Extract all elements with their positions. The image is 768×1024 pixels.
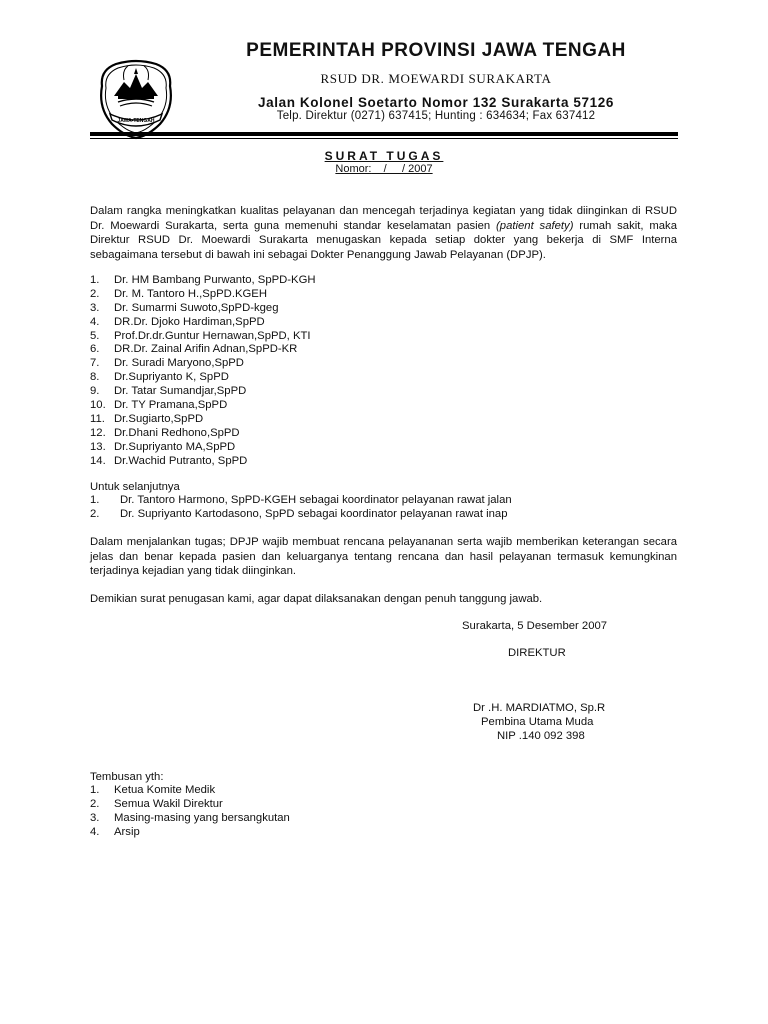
document-title: SURAT TUGAS — [324, 149, 444, 163]
document-number — [90, 163, 678, 175]
coordinator-list-item — [90, 508, 677, 522]
list-text: Masing-masing yang bersangkutan — [114, 811, 290, 824]
doctor-list-item — [90, 357, 677, 371]
list-number: 3. — [90, 811, 100, 824]
list-text: Dr.Supriyanto K, SpPD — [114, 371, 229, 384]
doctor-list — [90, 274, 677, 468]
logo-text: JAWA-TENGAH — [117, 118, 155, 124]
list-text: Dr. HM Bambang Purwanto, SpPD-KGH — [114, 274, 316, 286]
letterhead-address: Jalan Kolonel Soetarto Nomor 132 Surakarta 57126 — [258, 95, 614, 110]
doctor-list-item — [90, 385, 677, 399]
list-number: 10. — [90, 399, 106, 412]
letterhead-phone: Telp. Direktur (0271) 637415; Hunting : 634634; Fax 637412 — [276, 110, 596, 122]
list-number: 9. — [90, 385, 100, 398]
cc-heading: Tembusan yth: — [90, 771, 164, 783]
duty-paragraph: Dalam menjalankan tugas; DPJP wajib membuat rencana pelayananan serta wajib memberikan keterangan secara jelas dan benar kepada pasien dan keluarganya tentang rencana dan hasil pelayanan termasuk kemungkinan terjadinya kejadian yang tidak diinginkan. — [90, 536, 677, 577]
list-number: 8. — [90, 371, 100, 384]
list-number: 14. — [90, 454, 106, 467]
intro-italic: (patient safety) — [496, 219, 574, 232]
list-number: 7. — [90, 357, 100, 370]
list-number: 6. — [90, 343, 100, 356]
cc-list-item — [90, 826, 677, 840]
coordinator-list-item — [90, 494, 677, 508]
letterhead-rule-thin — [90, 138, 678, 139]
letterhead-rule-thick — [90, 132, 678, 136]
list-text: Dr.Dhani Redhono,SpPD — [114, 426, 240, 439]
nomor-label: Nomor: — [335, 163, 372, 175]
list-number: 13. — [90, 440, 106, 453]
cc-list-item — [90, 798, 677, 812]
list-number: 4. — [90, 315, 100, 328]
cc-list-item — [90, 812, 677, 826]
list-text: Ketua Komite Medik — [114, 784, 216, 796]
list-number: 1. — [90, 494, 100, 506]
signatory-nip: NIP .140 092 398 — [497, 730, 585, 742]
list-text: DR.Dr. Zainal Arifin Adnan,SpPD-KR — [114, 343, 298, 356]
doctor-list-item — [90, 427, 677, 441]
doctor-list-item — [90, 288, 677, 302]
list-number: 12. — [90, 426, 106, 439]
doctor-list-item — [90, 455, 677, 469]
list-text: Dr.Wachid Putranto, SpPD — [114, 454, 248, 467]
list-text: DR.Dr. Djoko Hardiman,SpPD — [114, 315, 265, 328]
signatory-position: DIREKTUR — [508, 647, 566, 659]
letterhead-hospital: RSUD DR. MOEWARDI SURAKARTA — [320, 71, 552, 86]
coordinators-heading: Untuk selanjutnya — [90, 481, 180, 493]
jawa-tengah-emblem-logo — [94, 56, 178, 140]
list-number: 2. — [90, 797, 100, 810]
list-text: Prof.Dr.dr.Guntur Hernawan,SpPD, KTI — [114, 329, 311, 342]
list-number: 1. — [90, 274, 100, 286]
intro-text-1: Dalam rangka meningkatkan kualitas pelayanan dan mencegah terjadinya kegiatan yang tidak diinginkan di RSUD Dr. Moewardi Surakarta, serta guna memenuhi standar keselamatan pasien — [90, 205, 677, 232]
intro-text-2: rumah sakit, maka Direktur RSUD Dr. Moewardi Surakarta menugaskan kepada setiap dokter yang bekerja di SMF Interna sebagaimana tersebut di bawah ini sebagai Dokter Penanggung Jawab Pelayanan (DPJP). — [90, 219, 677, 261]
list-text: Arsip — [114, 825, 140, 838]
list-number: 11. — [90, 412, 105, 425]
list-number: 5. — [90, 329, 100, 342]
cc-list-item — [90, 784, 677, 798]
signatory-name: Dr .H. MARDIATMO, Sp.R — [473, 702, 606, 714]
doctor-list-item — [90, 274, 677, 288]
list-text: Dr. Supriyanto Kartodasono, SpPD sebagai koordinator pelayanan rawat inap — [120, 507, 508, 520]
doctor-list-item — [90, 413, 677, 427]
nomor-value: / / 2007 — [371, 163, 433, 175]
doctor-list-item — [90, 302, 677, 316]
list-text: Dr. TY Pramana,SpPD — [114, 399, 228, 412]
list-number: 2. — [90, 507, 100, 520]
intro-paragraph — [90, 204, 677, 262]
closing-sentence: Demikian surat penugasan kami, agar dapat dilaksanakan dengan penuh tanggung jawab. — [90, 593, 543, 605]
list-text: Dr. Tantoro Harmono, SpPD-KGEH sebagai koordinator pelayanan rawat jalan — [120, 494, 512, 506]
list-number: 3. — [90, 301, 100, 314]
doctor-list-item — [90, 371, 677, 385]
doctor-list-item — [90, 316, 677, 330]
list-number: 4. — [90, 825, 100, 838]
list-text: Dr. Tatar Sumandjar,SpPD — [114, 385, 247, 398]
signatory-rank: Pembina Utama Muda — [481, 716, 594, 728]
doctor-list-item — [90, 330, 677, 344]
list-text: Dr. M. Tantoro H.,SpPD.KGEH — [114, 287, 267, 300]
list-text: Semua Wakil Direktur — [114, 797, 223, 810]
coordinator-list — [90, 494, 677, 522]
cc-list — [90, 784, 677, 840]
doctor-list-item — [90, 441, 677, 455]
letterhead-province: PEMERINTAH PROVINSI JAWA TENGAH — [246, 40, 626, 61]
place-date: Surakarta, 5 Desember 2007 — [462, 620, 608, 632]
list-text: Dr. Suradi Maryono,SpPD — [114, 357, 244, 370]
list-number: 2. — [90, 287, 100, 300]
list-text: Dr. Sumarmi Suwoto,SpPD-kgeg — [114, 301, 279, 314]
list-number: 1. — [90, 784, 100, 796]
doctor-list-item — [90, 399, 677, 413]
list-text: Dr.Supriyanto MA,SpPD — [114, 440, 236, 453]
list-text: Dr.Sugiarto,SpPD — [114, 412, 204, 425]
doctor-list-item — [90, 343, 677, 357]
